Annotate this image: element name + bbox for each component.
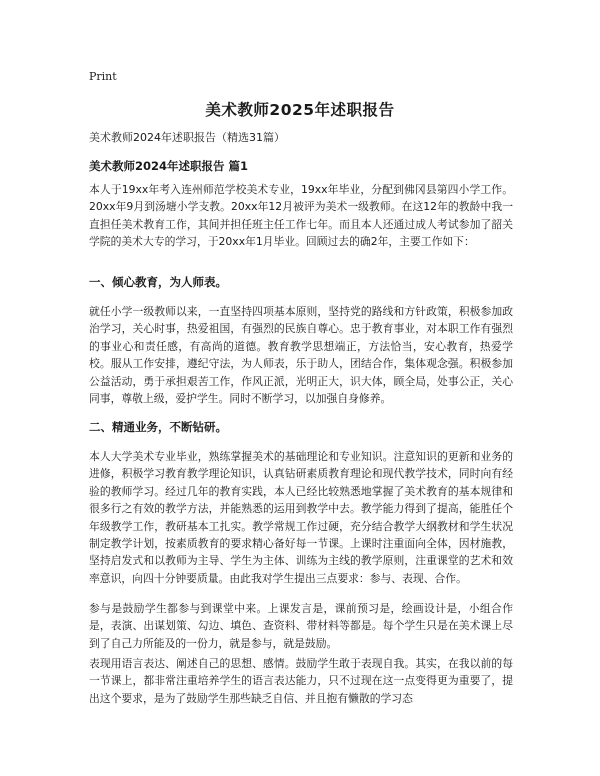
section-heading-2: 二、精通业务，不断钻研。 bbox=[89, 420, 227, 434]
chapter-heading: 美术教师2024年述职报告 篇1 bbox=[89, 159, 249, 173]
intro-paragraph: 本人于19xx年考入连州师范学校美术专业，19xx年毕业，分配到佛冈县第四小学工作。20xx年9月到汤塘小学支教。20xx年12月被评为美术一级教师。在这12年的教龄中我一直担任美术教育工作，其间并担任班主任工作七年。而且本人还通过成人考试参加了韶关学院的美术大专的学习，于20xx年1月毕业。回顾过去的确2年，主要工作如下： bbox=[89, 183, 513, 249]
expression-paragraph: 表现用语言表达、阐述自己的思想、感情。鼓励学生敢于表现自我。其实，在我以前的每一节课上，都非常注重培养学生的语言表达能力，只不过现在这一点变得更为重要了，提出这个要求，是为了鼓励学生那些缺乏自信、并且抱有懒散的学习态 bbox=[89, 657, 513, 705]
page-title: 美术教师2025年述职报告 bbox=[205, 101, 395, 119]
section-2-paragraph: 本人大学美术专业毕业，熟练掌握美术的基础理论和专业知识。注意知识的更新和业务的进修，积极学习教育教学理论知识，认真钻研素质教育理论和现代教学技术，同时向有经验的教师学习。经过几年的教育实践，本人已经比较熟悉地掌握了美术教育的基本规律和很多行之有效的教学方法，并能熟悉的运用到教学中去。教学能力得到了提高，能胜任个年级教学工作，教研基本工扎实。教学常规工作过硬，充分结合教学大纲教材和学生状况制定教学计划，按素质教育的要求精心备好每一节课。上课时注重面向全体，因材施教，坚持启发式和以教师为主导、学生为主体、训练为主线的教学原则，注重课堂的艺术和效率意识，向四十分钟要质量。由此我对学生提出三点要求：参与、表现、合作。 bbox=[89, 450, 513, 585]
section-heading-1: 一、倾心教育，为人师表。 bbox=[89, 275, 227, 289]
document-subtitle: 美术教师2024年述职报告（精选31篇） bbox=[89, 131, 285, 144]
participation-paragraph: 参与是鼓励学生都参与到课堂中来。上课发言是，课前预习是，绘画设计是，小组合作是，表演、出谋划策、勾边、填色、查资料、带材料等都是。每个学生只是在美术课上尽到了自己力所能及的一份力，就是参与，就是鼓励。 bbox=[89, 602, 513, 650]
section-1-paragraph: 就任小学一级教师以来，一直坚持四项基本原则，坚持党的路线和方针政策，积极参加政治学习，关心时事，热爱祖国，有强烈的民族自尊心。忠于教育事业，对本职工作有强烈的事业心和责任感，有高尚的道德。教育教学思想端正，方法恰当，安心教育，热爱学校。服从工作安排，遵纪守法，为人师表，乐于助人，团结合作，集体观念强。积极参加公益活动，勇于承担艰苦工作，作风正派，光明正大，识大体，顾全局，处事公正，关心同事，尊敬上级，爱护学生。同时不断学习，以加强自身修养。 bbox=[89, 305, 513, 406]
print-link[interactable]: Print bbox=[89, 70, 117, 83]
